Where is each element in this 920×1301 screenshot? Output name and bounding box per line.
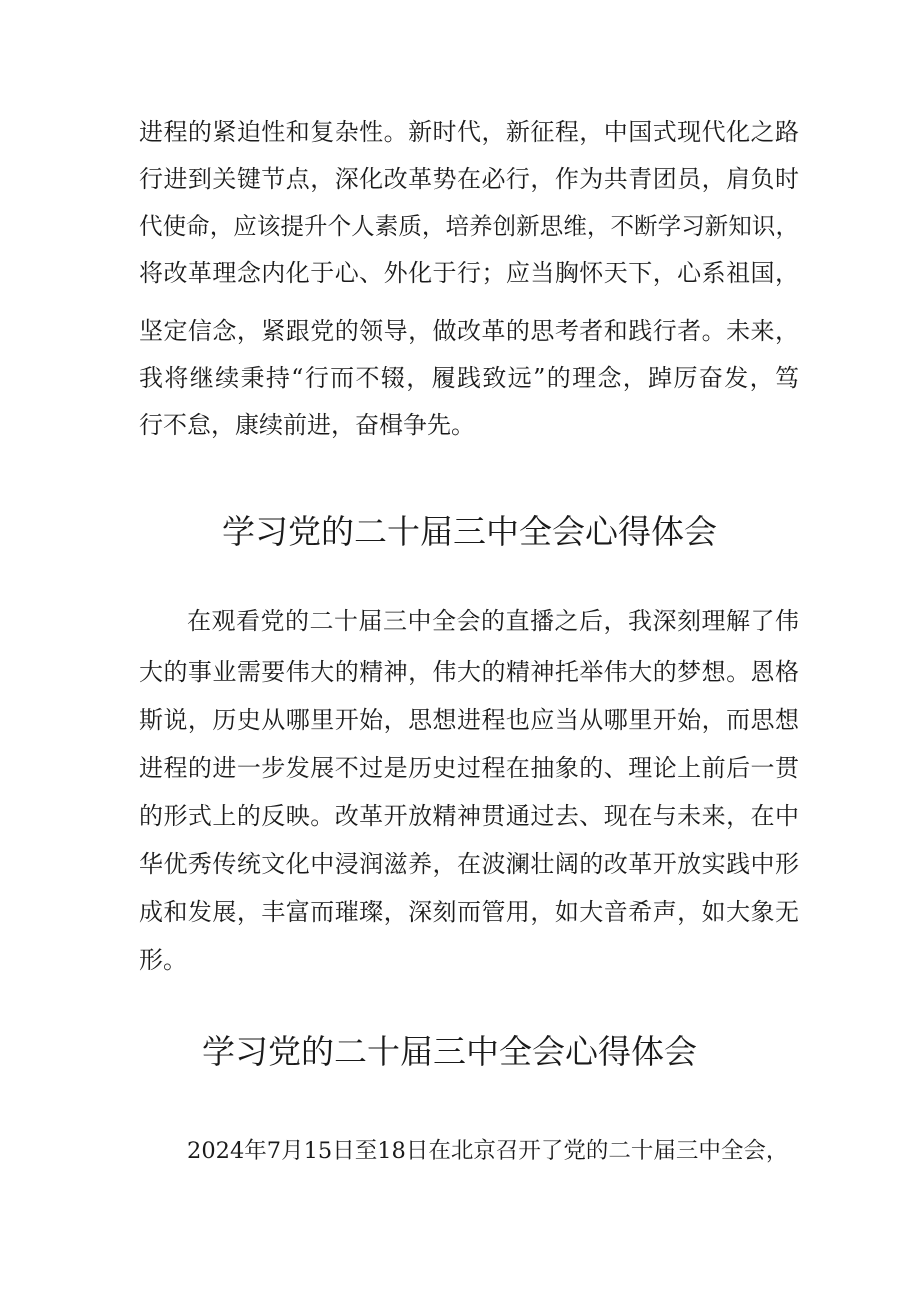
- paragraph-line: 大的事业需要伟大的精神，伟大的精神托举伟大的梦想。恩格: [139, 658, 799, 686]
- paragraph-line: 进程的进一步发展不过是历史过程在抽象的、理论上前后一贯: [139, 754, 799, 782]
- paragraph-line: 的形式上的反映。改革开放精神贯通过去、现在与未来，在中: [139, 802, 799, 830]
- paragraph-line: 在观看党的二十届三中全会的直播之后，我深刻理解了伟: [187, 607, 799, 635]
- paragraph-line: 将改革理念内化于心、外化于行；应当胸怀天下，心系祖国，: [139, 259, 799, 287]
- paragraph-line: 2024年7月15日至18日在北京召开了党的二十届三中全会，: [187, 1138, 789, 1164]
- paragraph-line: 行不怠，康续前进，奋楫争先。: [139, 411, 475, 439]
- paragraph-line: 坚定信念，紧跟党的领导，做改革的思考者和践行者。未来，: [139, 317, 799, 345]
- section-heading: 学习党的二十届三中全会心得体会: [202, 1032, 697, 1071]
- paragraph-line: 进程的紧迫性和复杂性。新时代，新征程，中国式现代化之路: [139, 118, 799, 146]
- paragraph-line: 成和发展，丰富而璀璨，深刻而管用，如大音希声，如大象无: [139, 898, 799, 926]
- paragraph-line: 我将继续秉持“行而不辍，履践致远”的理念，踔厉奋发，笃: [139, 364, 799, 392]
- paragraph-line: 形。: [139, 946, 187, 974]
- paragraph-line: 华优秀传统文化中浸润滋养，在波澜壮阔的改革开放实践中形: [139, 850, 799, 878]
- paragraph-line: 代使命，应该提升个人素质，培养创新思维，不断学习新知识，: [139, 212, 799, 240]
- paragraph-line: 斯说，历史从哪里开始，思想进程也应当从哪里开始，而思想: [139, 706, 799, 734]
- paragraph-line: 行进到关键节点，深化改革势在必行，作为共青团员，肩负时: [139, 165, 799, 193]
- section-heading: 学习党的二十届三中全会心得体会: [222, 512, 717, 551]
